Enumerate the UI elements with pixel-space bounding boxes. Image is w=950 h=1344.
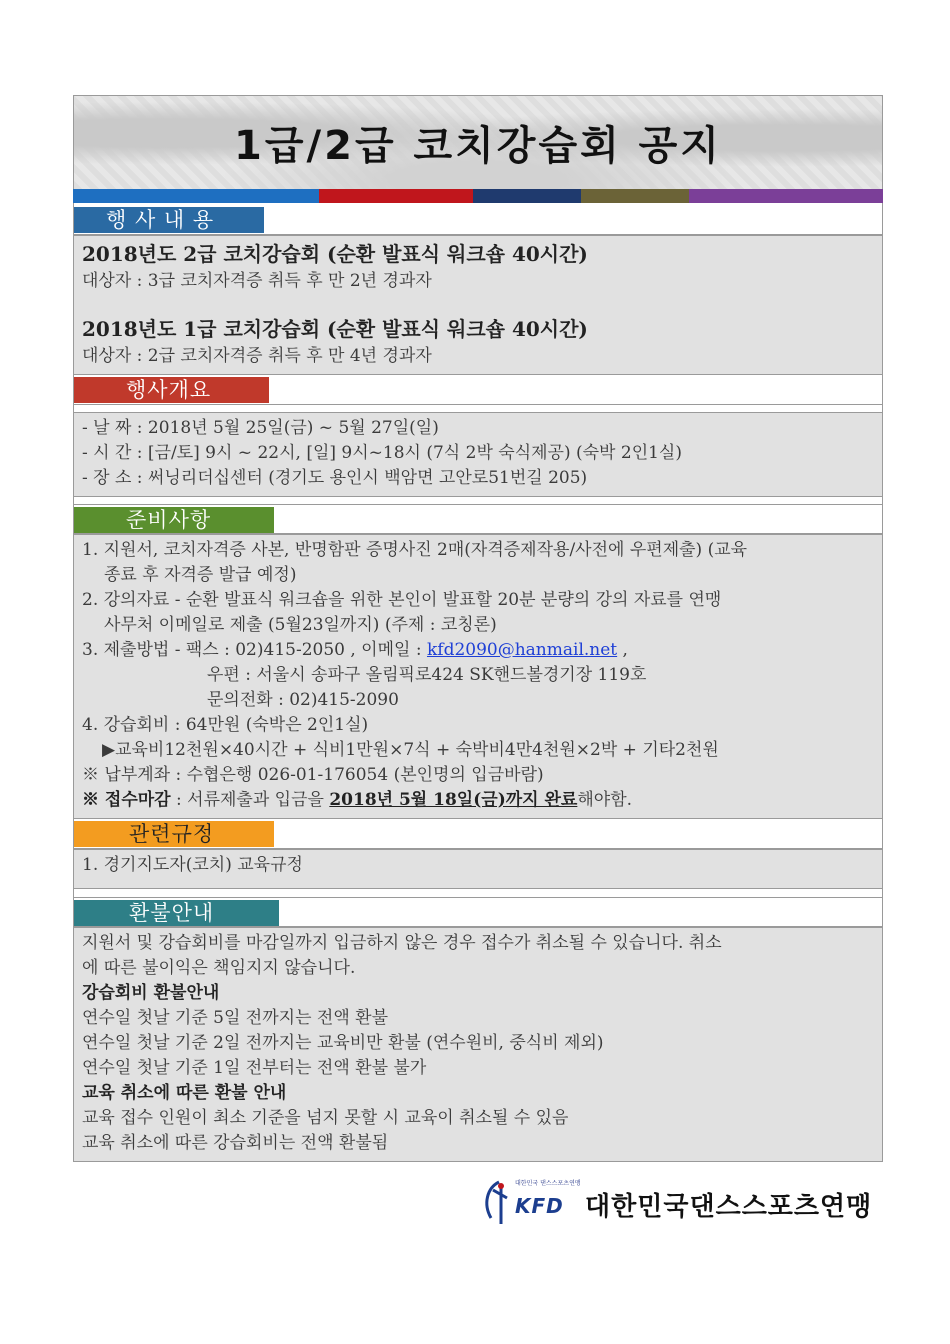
prep-item-3-text: 3. 제출방법 - 팩스 : 02)415-2050 , 이메일 : xyxy=(82,640,427,660)
rules-item-1: 1. 경기지도자(코치) 교육규정 xyxy=(82,855,303,875)
refund-heading-fee: 강습회비 환불안내 xyxy=(82,983,220,1003)
overview-place: - 장 소 : 써닝리더십센터 (경기도 용인시 백암면 고안로51번길 205) xyxy=(82,468,588,488)
event-heading-2: 2018년도 2급 코치강습회 (순환 발표식 워크숍 40시간) xyxy=(82,242,588,266)
prep-item-3 xyxy=(82,638,874,663)
section-overview-label: 행사개요 xyxy=(74,377,269,403)
stripe-red xyxy=(319,189,473,203)
title-banner xyxy=(73,95,883,189)
prep-item-2-cont: 사무처 이메일로 제출 (5월23일까지) (주제 : 코칭론) xyxy=(104,615,497,635)
deadline-date: 2018년 5월 18일(금)까지 완료 xyxy=(329,790,578,810)
deadline-label: ※ 접수마감 xyxy=(82,790,171,810)
prep-item-2: 2. 강의자료 - 순환 발표식 워크숍을 위한 본인이 발표할 20분 분량의 강의 자료를 연맹 xyxy=(82,590,722,610)
cancel-rule-2: 교육 취소에 따른 강습회비는 전액 환불됨 xyxy=(82,1133,389,1153)
cancel-rule-1: 교육 접수 인원이 최소 기준을 넘지 못할 시 교육이 취소될 수 있음 xyxy=(82,1108,569,1128)
refund-rule-1: 연수일 첫날 기준 5일 전까지는 전액 환불 xyxy=(82,1008,388,1028)
spacer xyxy=(73,889,883,897)
deadline-text: : 서류제출과 입금을 xyxy=(170,790,330,810)
prep-deadline xyxy=(82,788,874,813)
logo-kfd-text: KFD xyxy=(515,1194,564,1218)
deadline-end: 해야함. xyxy=(577,790,633,810)
refund-intro: 지원서 및 강습회비를 마감일까지 입금하지 않은 경우 접수가 취소될 수 있습니다. 취소 xyxy=(82,933,722,953)
section-event-header xyxy=(73,205,883,235)
section-rules-header xyxy=(73,819,883,849)
footer xyxy=(475,1172,885,1232)
logo-caption: 대한민국 댄스스포츠연맹 xyxy=(515,1180,581,1187)
section-rules-label: 관련규정 xyxy=(74,821,274,847)
refund-heading-cancel: 교육 취소에 따른 환불 안내 xyxy=(82,1083,287,1103)
notice-document xyxy=(73,95,883,1162)
prep-post: 우편 : 서울시 송파구 올림픽로424 SK핸드볼경기장 119호 xyxy=(207,665,647,685)
overview-time: - 시 간 : [금/토] 9시 ~ 22시, [일] 9시~18시 (7식 2박 숙식제공) (숙박 2인1실) xyxy=(82,443,682,463)
section-refund-content xyxy=(73,927,883,1162)
event-heading-1: 2018년도 1급 코치강습회 (순환 발표식 워크숍 40시간) xyxy=(82,317,588,341)
section-event-content xyxy=(73,235,883,375)
color-stripe xyxy=(73,189,883,203)
event-target-2: 대상자 : 3급 코치자격증 취득 후 만 2년 경과자 xyxy=(82,271,432,291)
refund-rule-2: 연수일 첫날 기준 2일 전까지는 교육비만 환불 (연수원비, 중식비 제외) xyxy=(82,1033,604,1053)
prep-item-4: 4. 강습회비 : 64만원 (숙박은 2인1실) xyxy=(82,715,369,735)
organization-name: 대한민국댄스스포츠연맹 xyxy=(585,1192,873,1222)
prep-item-1: 1. 지원서, 코치자격증 사본, 반명함판 증명사진 2매(자격증제작용/사전에 우편제출) (교육 xyxy=(82,540,748,560)
prep-item-1-cont: 종료 후 자격증 발급 예정) xyxy=(104,565,297,585)
overview-date: - 날 짜 : 2018년 5월 25일(금) ~ 5월 27일(일) xyxy=(82,418,439,438)
stripe-navy xyxy=(473,189,581,203)
prep-item-3-end: , xyxy=(617,640,628,660)
section-refund-label: 환불안내 xyxy=(74,900,279,926)
email-link[interactable]: kfd2090@hanmail.net xyxy=(426,640,618,660)
section-overview-content xyxy=(73,412,883,497)
stripe-purple xyxy=(689,189,883,203)
event-target-1: 대상자 : 2급 코치자격증 취득 후 만 4년 경과자 xyxy=(82,346,432,366)
section-event-label: 행 사 내 용 xyxy=(74,207,264,233)
prep-item-4-detail: ▶교육비12천원×40시간 + 식비1만원×7식 + 숙박비4만4천원×2박 + 기타2천원 xyxy=(102,740,719,760)
spacer xyxy=(73,497,883,504)
spacer xyxy=(73,405,883,412)
prep-account: ※ 납부계좌 : 수협은행 026-01-176054 (본인명의 입금바람) xyxy=(82,765,544,785)
refund-intro-cont: 에 따른 불이익은 책임지지 않습니다. xyxy=(82,958,356,978)
section-prep-label: 준비사항 xyxy=(74,507,274,533)
refund-rule-3: 연수일 첫날 기준 1일 전부터는 전액 환불 불가 xyxy=(82,1058,427,1078)
section-rules-content xyxy=(73,849,883,889)
section-prep-header xyxy=(73,504,883,534)
stripe-blue xyxy=(73,189,319,203)
section-refund-header xyxy=(73,897,883,927)
section-prep-content xyxy=(73,534,883,819)
stripe-olive xyxy=(581,189,689,203)
page-title: 1급/2급 코치강습회 공지 xyxy=(234,123,722,169)
section-overview-header xyxy=(73,375,883,405)
prep-phone: 문의전화 : 02)415-2090 xyxy=(207,690,399,710)
